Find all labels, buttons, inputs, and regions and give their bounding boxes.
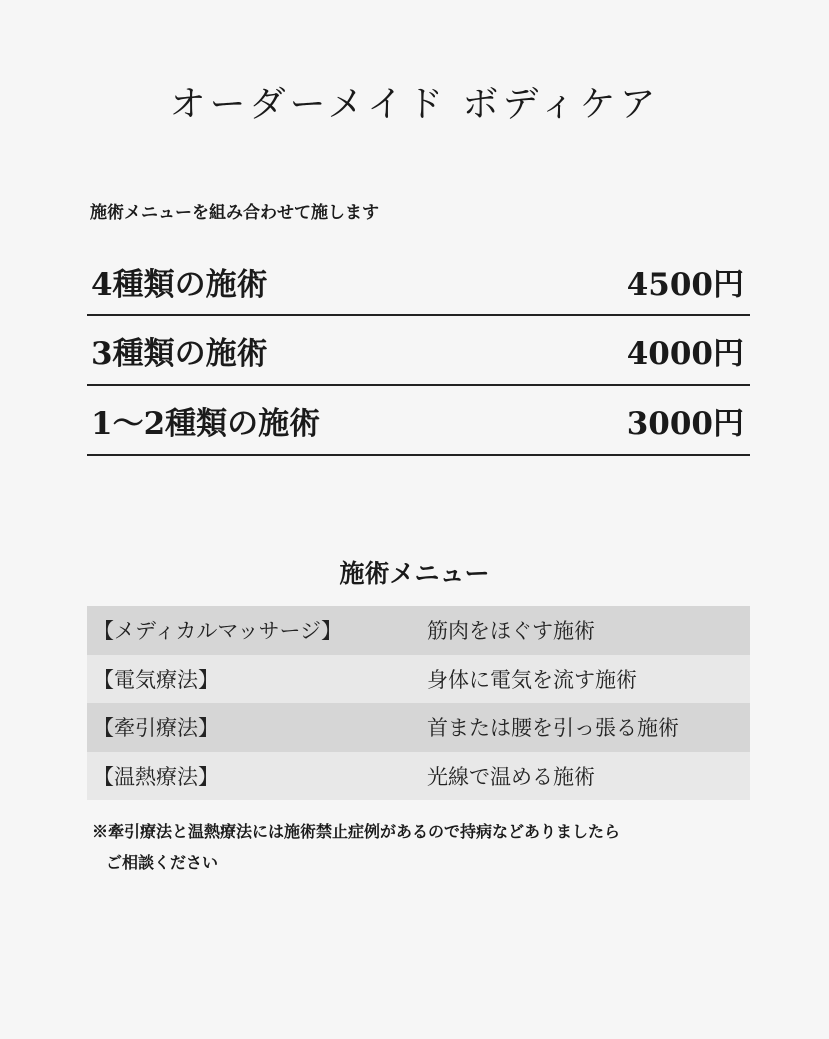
- menu-item-desc: 光線で温める施術: [427, 764, 595, 789]
- price-value: 4500円: [626, 266, 744, 303]
- price-value: 3000円: [626, 405, 744, 442]
- menu-title: 施術メニュー: [339, 559, 490, 588]
- footnote-line: ※牽引療法と温熱療法には施術禁止症例があるので持病などありましたら: [92, 822, 621, 841]
- footnote-line: ご相談ください: [106, 853, 219, 872]
- price-row: [87, 248, 750, 316]
- price-value: 4000円: [626, 335, 744, 372]
- menu-item-name: 【電気療法】: [93, 667, 219, 692]
- menu-item-desc: 筋肉をほぐす施術: [427, 619, 595, 644]
- menu-row: [87, 752, 750, 801]
- menu-row: [87, 606, 750, 655]
- menu-item-name: 【メディカルマッサージ】: [93, 619, 343, 644]
- menu-row: [87, 655, 750, 704]
- intro-text: 施術メニューを組み合わせて施します: [90, 203, 379, 223]
- page-title: オーダーメイド ボディケア: [169, 84, 660, 125]
- price-list: [87, 248, 750, 456]
- menu-row: [87, 703, 750, 752]
- price-label: 3種類の施術: [91, 335, 268, 372]
- price-row: [87, 316, 750, 386]
- menu-item-desc: 身体に電気を流す施術: [427, 667, 637, 692]
- footnote: [92, 816, 620, 878]
- menu-item-desc: 首または腰を引っ張る施術: [427, 716, 679, 741]
- price-label: 1～2種類の施術: [91, 405, 321, 442]
- menu-item-name: 【牽引療法】: [93, 716, 219, 741]
- menu-item-name: 【温熱療法】: [93, 764, 219, 789]
- menu-table: [87, 606, 750, 800]
- price-label: 4種類の施術: [91, 266, 268, 303]
- price-row: [87, 386, 750, 456]
